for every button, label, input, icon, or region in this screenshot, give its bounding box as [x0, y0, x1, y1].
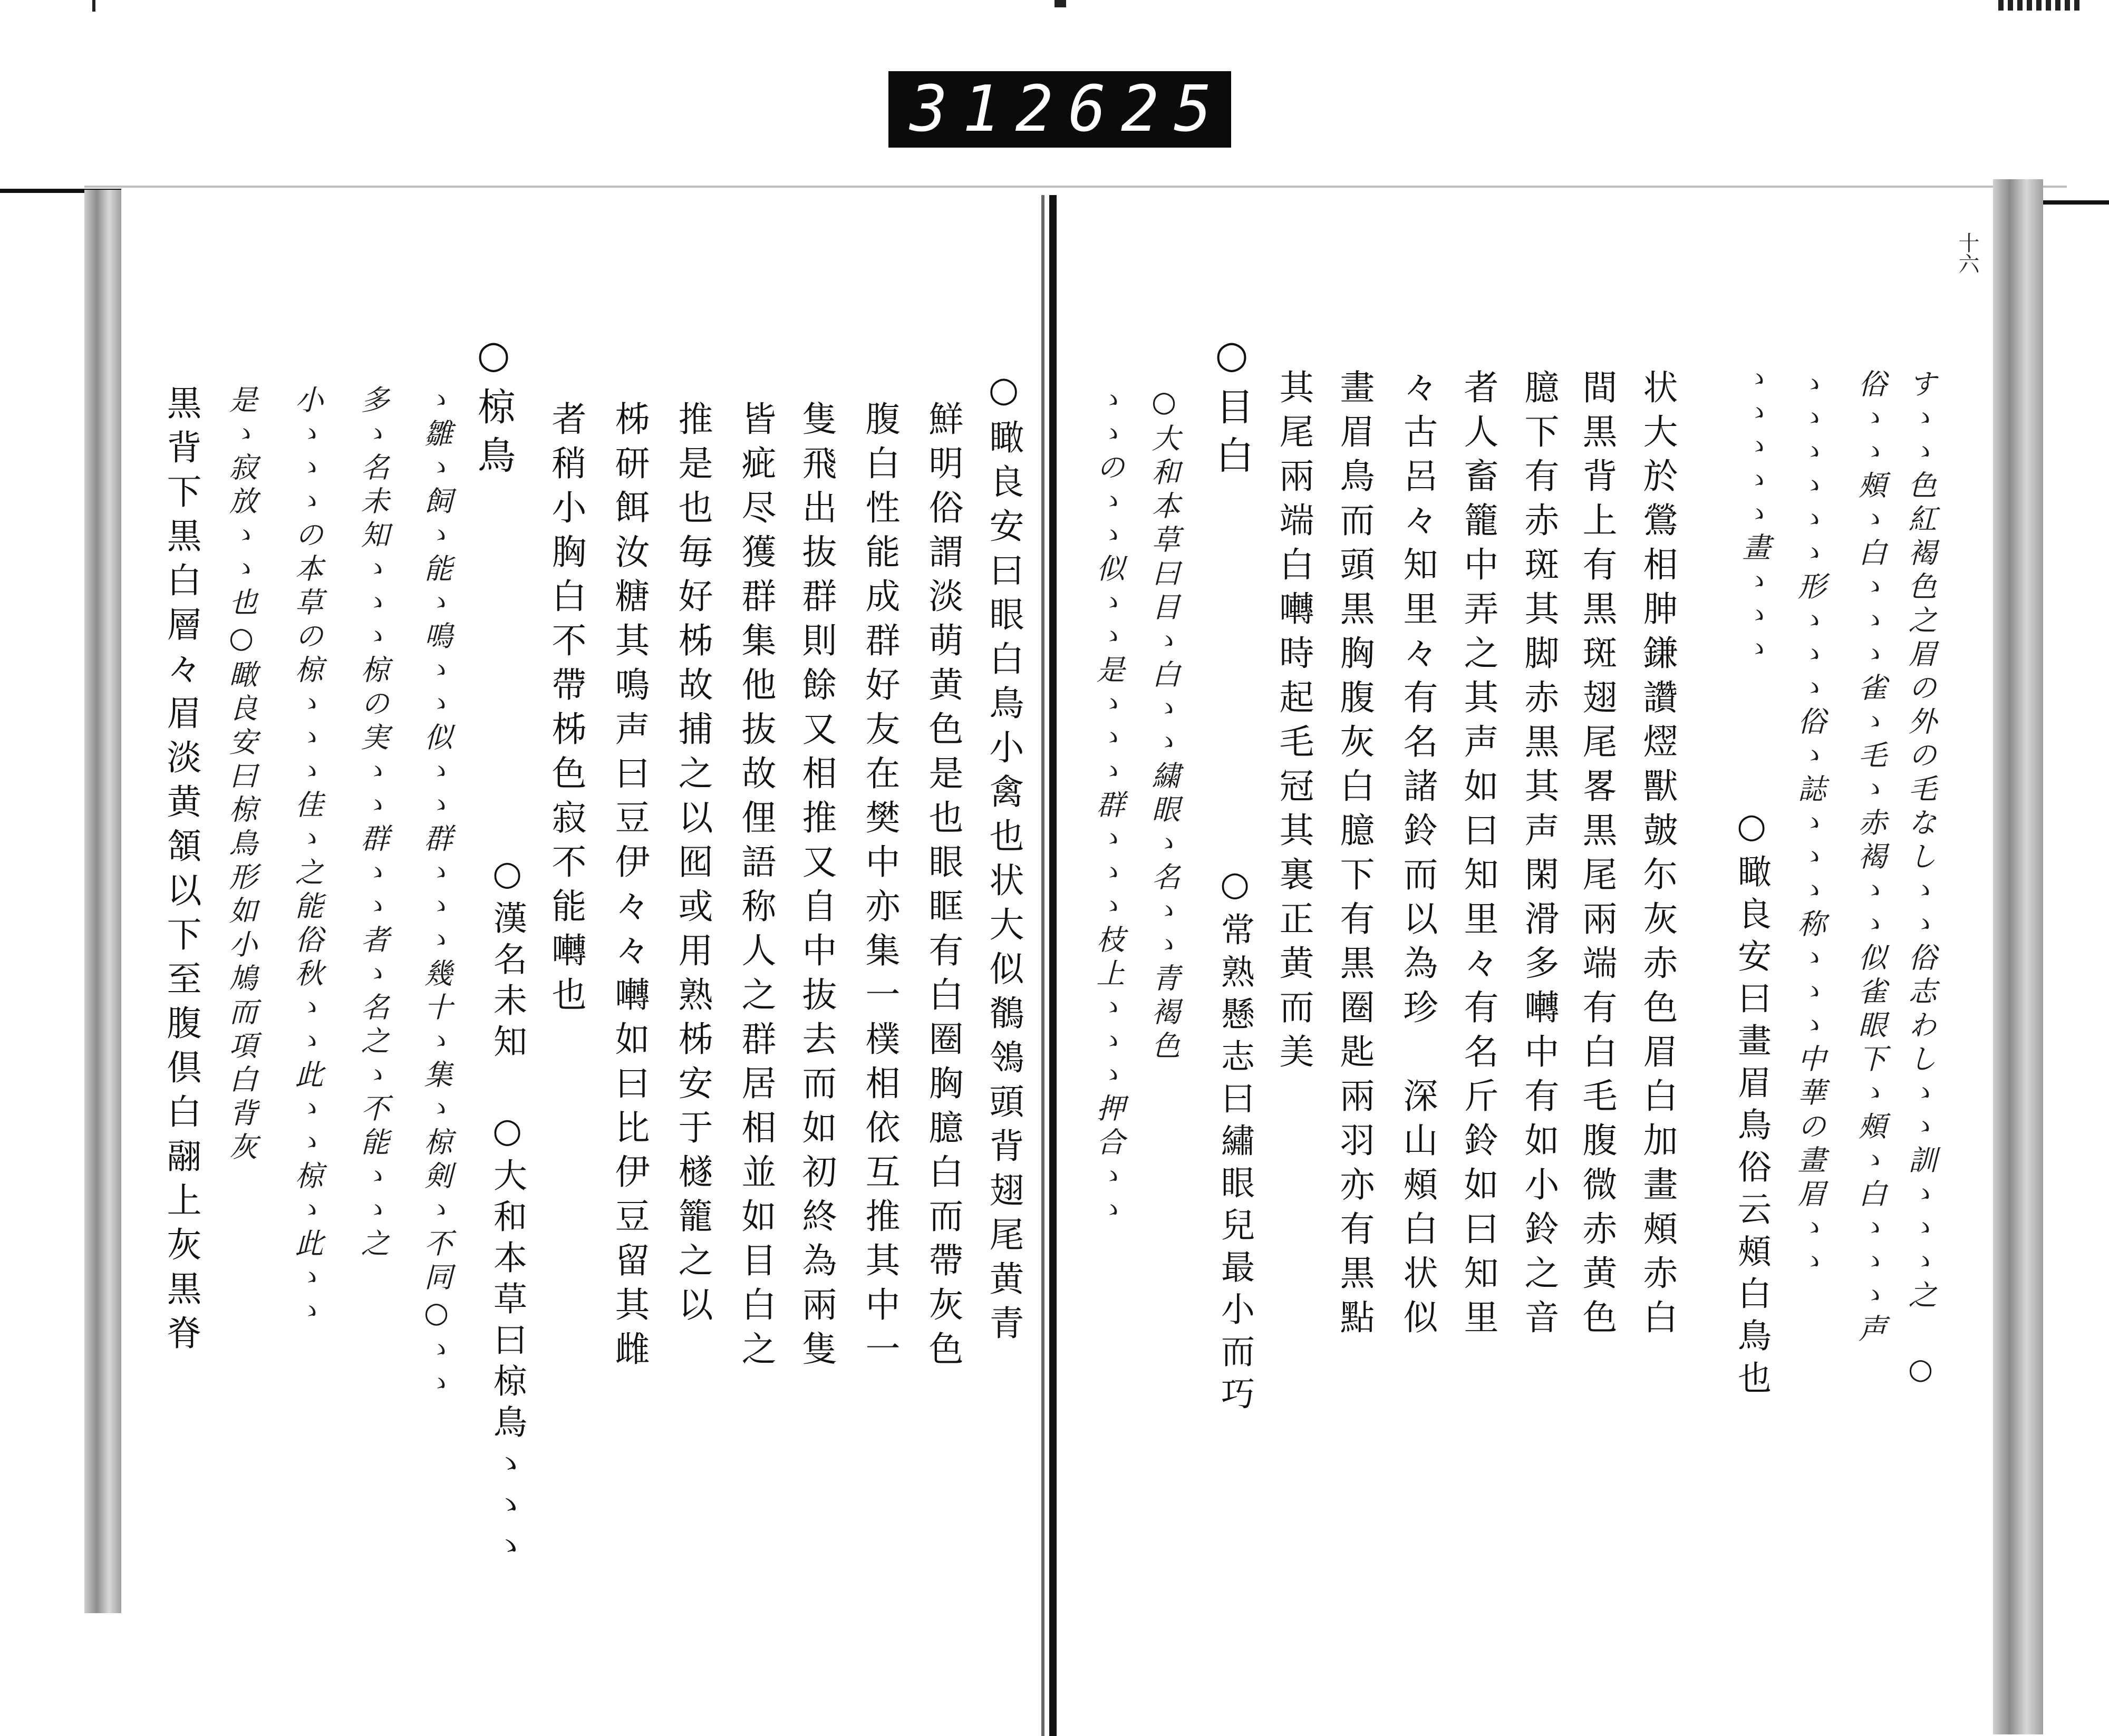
scan-mark-right: [1998, 0, 2083, 11]
text-column: ゝゝゝゝゝゝ形ゝゝゝ俗ゝ誌ゝゝゝ称ゝゝゝ中華の畫眉ゝゝ: [1793, 369, 1826, 1280]
book-spine: [1049, 195, 1057, 1736]
text-column: 皆疵尽獲群集他抜故俚語称人之群居相並如目白之: [736, 401, 776, 1375]
archive-number-label: [888, 71, 1280, 148]
text-column: 間黒背上有黒斑翅尾畧黒尾兩端有白毛腹微赤黄色: [1576, 369, 1617, 1343]
text-column: すゝゝ色紅褐色之眉の外の毛なしゝゝ俗志わしゝゝ訓ゝゝゝ之 ○: [1904, 369, 1937, 1391]
text-column: ○常熟懸志曰繡眼兒最小而巧: [1215, 865, 1254, 1418]
scan-mark-left: [92, 0, 95, 12]
text-column: 多ゝ名未知ゝゝゝ椋の実ゝゝ群ゝゝ者ゝ名之ゝ不能ゝゝ之: [356, 385, 390, 1262]
archive-number-right: 625.: [1068, 73, 1280, 146]
archive-number-left: 312: [910, 73, 1068, 146]
text-column: 隻飛出抜群則餘又相推又自中抜去而如初終為兩隻: [796, 401, 837, 1375]
text-column: 鮮明俗謂淡萌黄色是也眼眶有白圈胸臆白而帶灰色: [923, 401, 963, 1375]
text-column: ○瞰良安曰眼白鳥小禽也状大似鶺鴒頭背翅尾黄青: [983, 369, 1024, 1349]
text-column: 黒背下黒白層々眉淡黄頷以下至腹倶白翮上灰黒脊: [161, 385, 201, 1359]
spine-shadow: [1041, 195, 1044, 1736]
text-column: ○漢名未知 ○大和本草曰椋鳥ゝゝゝ: [488, 854, 527, 1569]
text-column: 々古呂々知里々有名諸鈴而以為珍 深山頰白状似: [1397, 369, 1438, 1343]
text-column: 柹研餌汝糖其鳴声曰豆伊々々囀如曰比伊豆留其雌: [609, 401, 650, 1375]
page-number: 十六: [1955, 232, 1979, 274]
text-column: 推是也毎好柹故捕之以囮或用熟柹安于檖籠之以: [672, 401, 713, 1331]
text-column: 其尾兩端白囀時起毛冠其裏正黄而美: [1273, 369, 1314, 1078]
text-column: ○大和本草曰目ゝ白ゝゝ繍眼ゝ名ゝゝ青褐色: [1147, 385, 1181, 1064]
text-column: ゝゝのゝゝ似ゝゝ是ゝゝゝ群ゝゝゝ枝上ゝゝゝ押合ゝゝ: [1092, 385, 1125, 1228]
right-page-edge: [1993, 179, 2043, 1734]
text-column: 腹白性能成群好友在樊中亦集一樸相依互推其中一: [859, 401, 900, 1375]
text-column: 者稍小胸白不帶柹色寂不能囀也: [546, 401, 586, 1021]
text-column: ゝゝゝゝゝ畫ゝゝゝ: [1738, 364, 1771, 667]
text-column: 者人畜籠中弄之其声如曰知里々有名斤鈴如曰知里: [1458, 369, 1498, 1343]
text-column: 小ゝゝゝの本草の椋ゝゝゝ佳ゝ之能俗秋ゝゝ此ゝゝ椋ゝ此ゝゝ: [291, 385, 324, 1330]
text-column: ○瞰良安曰畫眉鳥俗云頰白鳥也: [1732, 807, 1771, 1402]
text-column: ゝ雛ゝ飼ゝ能ゝ鳴ゝゝ似ゝゝ群ゝゝゝ幾十ゝ集ゝ椋剣ゝ不同○ゝゝ: [420, 385, 453, 1402]
section-heading-mejiro: ○目白: [1210, 332, 1254, 484]
text-column: 是ゝ寂放ゝゝ也○瞰良安曰椋鳥形如小鳩而項白背灰: [225, 385, 258, 1166]
text-column: 俗ゝゝ頰ゝ白ゝゝゝ雀ゝ毛ゝ赤褐ゝゝ似雀眼下ゝ頰ゝ白ゝゝゝ声: [1854, 369, 1887, 1347]
text-column: 状大於鶯相胂鎌讚熤獸皷尓灰赤色眉白加畫頰赤白: [1637, 369, 1678, 1343]
section-heading-mukudori: ○椋鳥: [471, 332, 516, 484]
text-column: 畫眉鳥而頭黒胸腹灰白臆下有黒圈匙兩羽亦有黒點: [1334, 369, 1375, 1343]
left-page-edge: [84, 190, 121, 1613]
scan-mark-center: [1054, 0, 1066, 7]
top-edge: [84, 186, 2067, 188]
text-column: 臆下有赤斑其脚赤黒其声閑滑多囀中有如小鈴之音: [1518, 369, 1559, 1343]
